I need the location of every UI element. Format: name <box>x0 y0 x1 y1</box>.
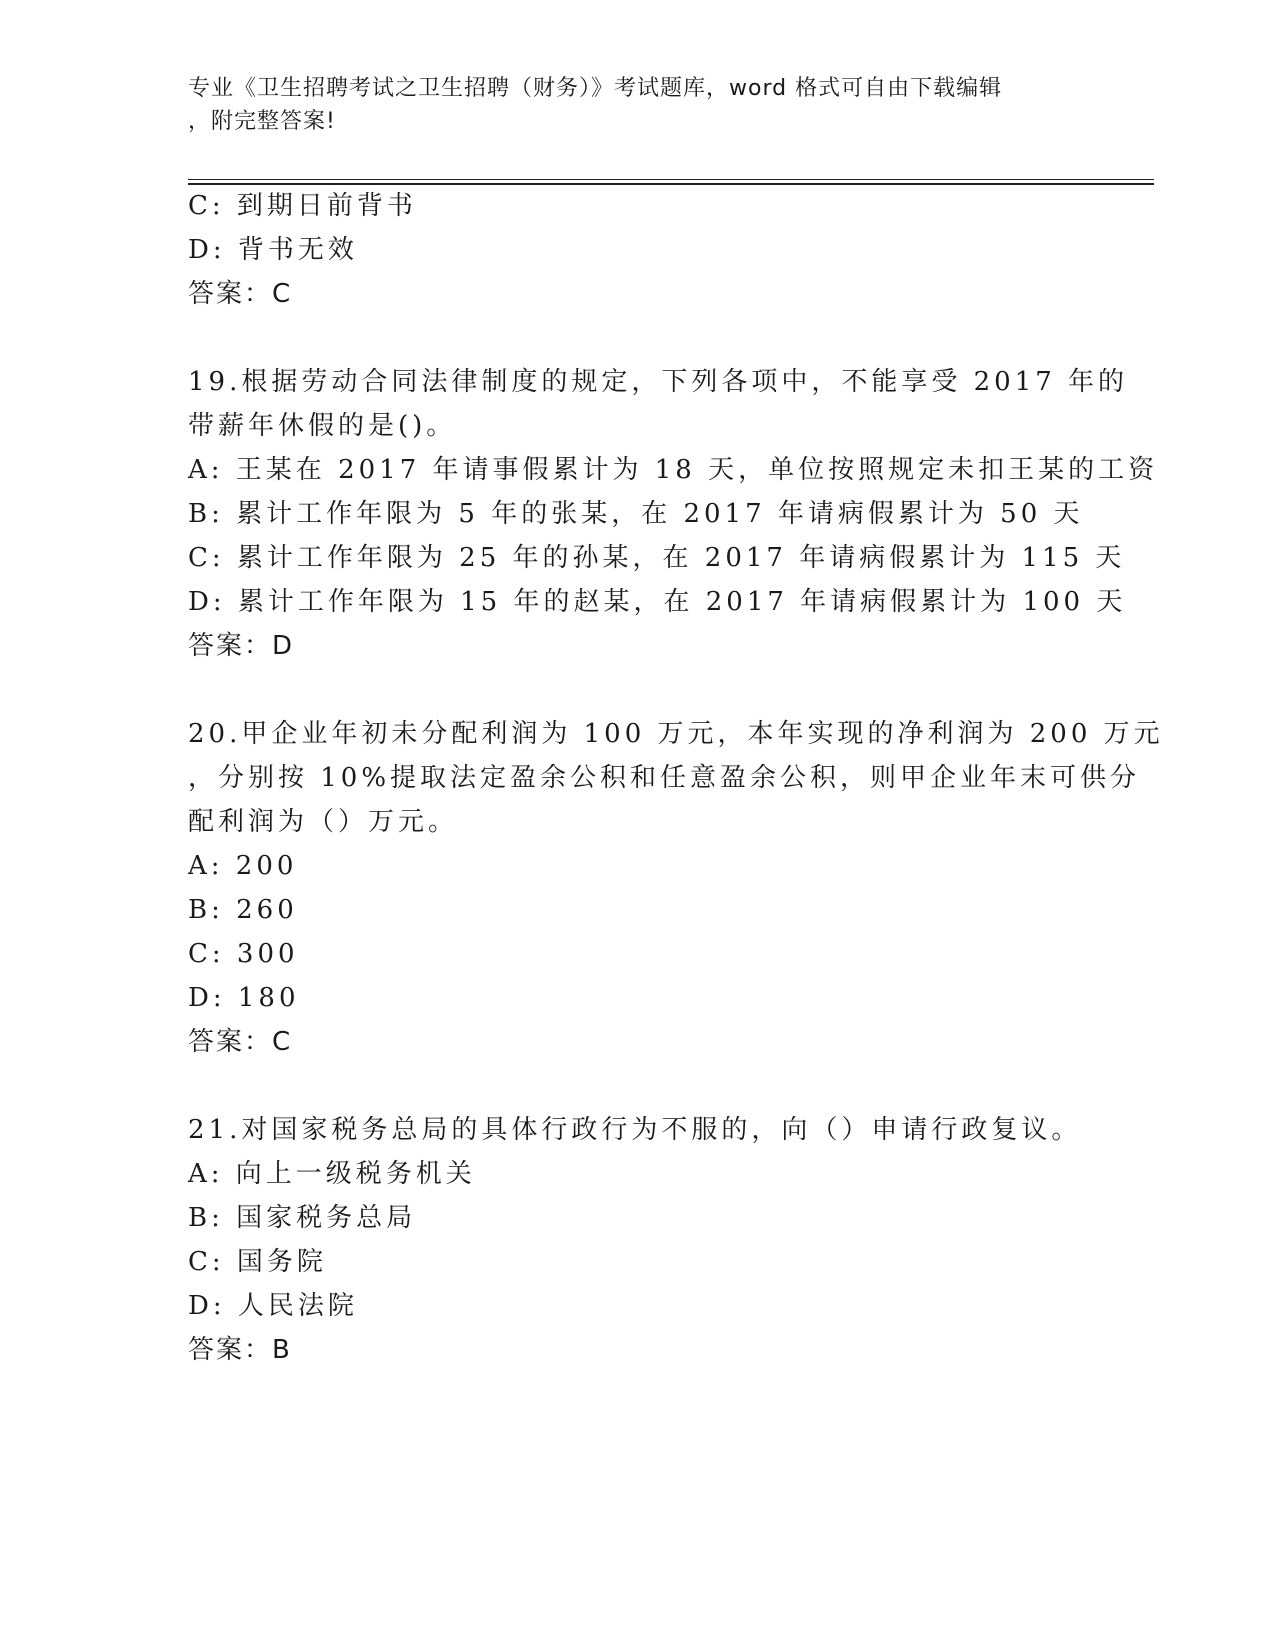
question-21-option-b: B: 国家税务总局 <box>188 1203 417 1233</box>
header-rule-thick <box>188 183 1154 185</box>
question-21-option-a: A: 向上一级税务机关 <box>188 1159 476 1189</box>
question-21-option-d: D: 人民法院 <box>188 1291 358 1321</box>
question-19-stem-line-2: 带薪年休假的是()。 <box>188 411 457 441</box>
question-20-option-c: C: 300 <box>188 939 299 969</box>
question-19-option-c: C: 累计工作年限为 25 年的孙某，在 2017 年请病假累计为 115 天 <box>188 543 1126 573</box>
header-line-2: ，附完整答案! <box>188 109 336 134</box>
question-19-stem-line-1: 19.根据劳动合同法律制度的规定，下列各项中，不能享受 2017 年的 <box>188 367 1129 397</box>
header-line-1: 专业《卫生招聘考试之卫生招聘（财务）》考试题库，word 格式可自由下载编辑 <box>188 76 1003 101</box>
question-20-option-a: A: 200 <box>188 851 298 881</box>
question-21-option-c: C: 国务院 <box>188 1247 327 1277</box>
question-19-option-d: D: 累计工作年限为 15 年的赵某，在 2017 年请病假累计为 100 天 <box>188 587 1127 617</box>
document-header <box>188 72 1068 138</box>
question-20-answer: 答案：C <box>188 1027 293 1057</box>
question-19-answer: 答案：D <box>188 631 295 661</box>
question-19-option-a: A: 王某在 2017 年请事假累计为 18 天，单位按照规定未扣王某的工资 <box>188 455 1159 485</box>
question-20-stem-line-2: ，分别按 10%提取法定盈余公积和任意盈余公积，则甲企业年末可供分 <box>188 763 1141 793</box>
answer: 答案：C <box>188 279 293 309</box>
question-21-stem-line-1: 21.对国家税务总局的具体行政行为不服的，向（）申请行政复议。 <box>188 1115 1082 1145</box>
header-rule-thin <box>188 179 1154 180</box>
question-21-answer: 答案：B <box>188 1335 292 1365</box>
question-19-option-b: B: 累计工作年限为 5 年的张某，在 2017 年请病假累计为 50 天 <box>188 499 1084 529</box>
question-20-option-d: D: 180 <box>188 983 300 1013</box>
question-20-stem-line-3: 配利润为（）万元。 <box>188 807 459 837</box>
question-20-stem-line-1: 20.甲企业年初未分配利润为 100 万元，本年实现的净利润为 200 万元 <box>188 719 1164 749</box>
option-c: C: 到期日前背书 <box>188 191 417 221</box>
question-20-option-b: B: 260 <box>188 895 298 925</box>
option-d: D: 背书无效 <box>188 235 358 265</box>
